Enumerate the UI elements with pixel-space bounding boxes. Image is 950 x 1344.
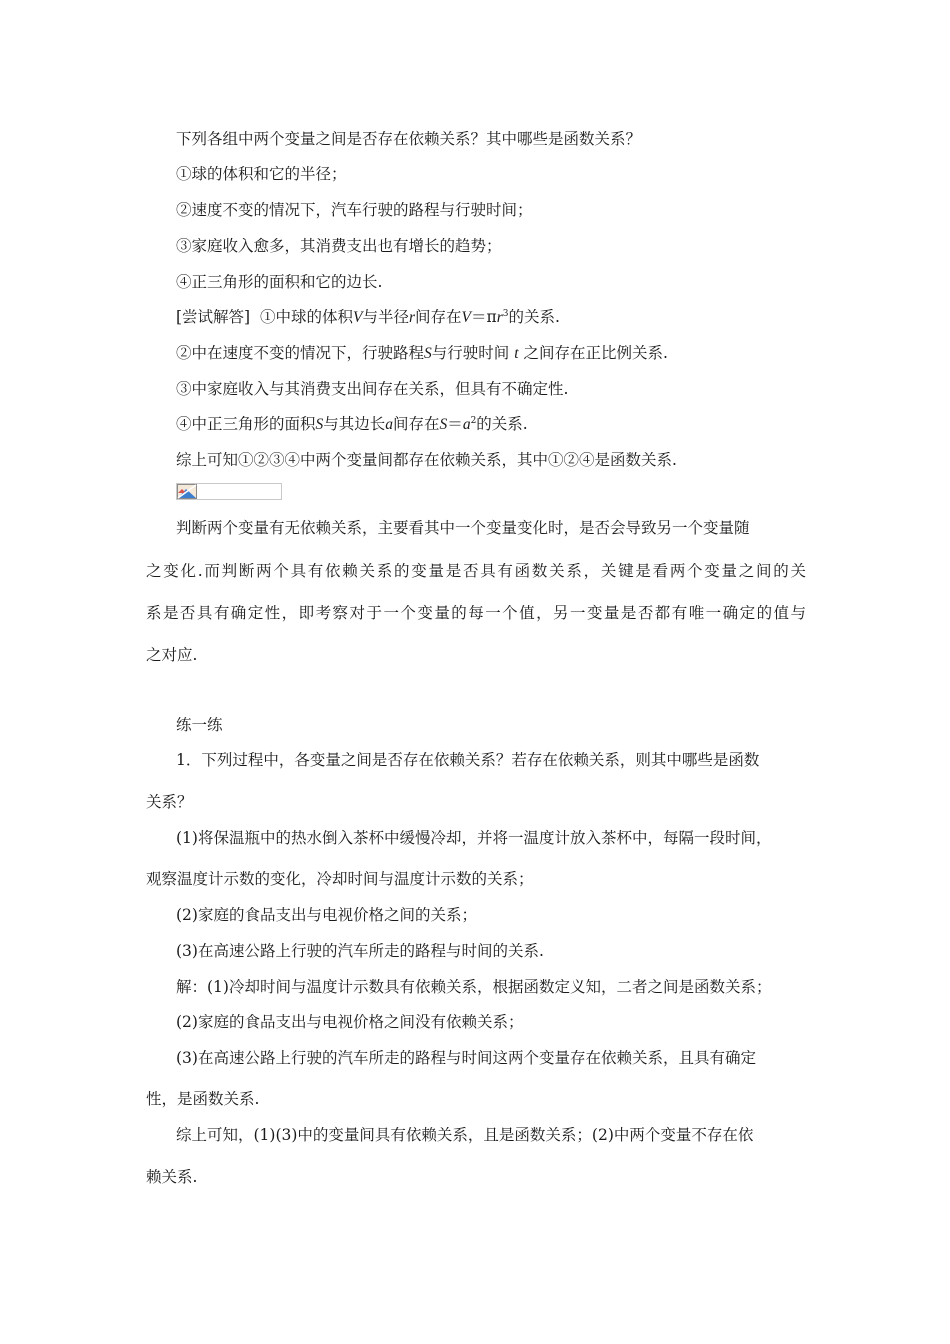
solution-line-1 [176, 307, 560, 328]
broken-image-icon [177, 484, 197, 499]
math-op: ＝ [447, 415, 463, 433]
tip-line-2: 之变化.而判断两个具有依赖关系的变量是否具有函数关系，关键是看两个变量之间的关 [146, 562, 806, 580]
math-var: t [514, 345, 519, 362]
math-var: S [439, 416, 448, 433]
text: 的关系. [508, 308, 560, 326]
conclusion-line-1: 综上可知，(1)(3)中的变量间具有依赖关系，且是函数关系；(2)中两个变量不存在依 [176, 1126, 754, 1144]
math-var: a [462, 416, 471, 433]
practice-title: 练一练 [176, 716, 223, 734]
text: 的关系. [476, 415, 528, 433]
tip-line-4: 之对应. [146, 646, 198, 664]
practice-part2: (2)家庭的食品支出与电视价格之间的关系； [176, 906, 477, 924]
example-item-2: ②速度不变的情况下，汽车行驶的路程与行驶时间； [176, 201, 533, 219]
math-var: S [315, 416, 324, 433]
text: 与半径 [362, 308, 409, 326]
text: 与其边长 [323, 415, 386, 433]
practice-part1-line-1: (1)将保温瓶中的热水倒入茶杯中缓慢冷却，并将一温度计放入茶杯中，每隔一段时间， [176, 829, 772, 847]
math-var: V [352, 309, 363, 326]
example-item-4: ④正三角形的面积和它的边长. [176, 273, 383, 291]
answer-line-2: (2)家庭的食品支出与电视价格之间没有依赖关系； [176, 1013, 524, 1031]
solution-line-3: ③中家庭收入与其消费支出间存在关系，但具有不确定性. [176, 380, 569, 398]
conclusion-line-2: 赖关系. [146, 1168, 198, 1186]
example-item-3: ③家庭收入愈多，其消费支出也有增长的趋势； [176, 237, 502, 255]
solution-line-4 [176, 414, 528, 435]
solution-line-2 [176, 343, 668, 364]
practice-part3: (3)在高速公路上行驶的汽车所走的路程与时间的关系. [176, 942, 544, 960]
text: 与行驶时间 [431, 344, 510, 362]
solution-label: [尝试解答] [176, 308, 251, 326]
tip-line-1: 判断两个变量有无依赖关系，主要看其中一个变量变化时，是否会导致另一个变量随 [176, 519, 750, 537]
math-var: r [408, 309, 416, 326]
text: ④中正三角形的面积 [176, 415, 316, 433]
exponent: 3 [502, 308, 509, 319]
text: ②中在速度不变的情况下，行驶路程 [176, 344, 425, 362]
text: ①中球的体积 [259, 308, 353, 326]
solution-summary: 综上可知①②③④中两个变量间都存在依赖关系，其中①②④是函数关系. [176, 451, 677, 469]
practice-question-line-1: 1．下列过程中，各变量之间是否存在依赖关系？若存在依赖关系，则其中哪些是函数 [176, 751, 760, 769]
math-var: a [385, 416, 394, 433]
tip-line-3: 系是否具有确定性，即考察对于一个变量的每一个值，另一变量是否都有唯一确定的值与 [146, 604, 806, 622]
practice-part1-line-2: 观察温度计示数的变化，冷却时间与温度计示数的关系； [146, 870, 534, 888]
math-op: ＝π [471, 308, 497, 326]
text: 之间存在正比例关系. [523, 344, 668, 362]
answer-line-3: (3)在高速公路上行驶的汽车所走的路程与时间这两个变量存在依赖关系，且具有确定 [176, 1049, 756, 1067]
practice-question-line-2: 关系？ [146, 793, 193, 811]
answer-line-4: 性，是函数关系. [146, 1090, 260, 1108]
exponent: 2 [470, 415, 477, 426]
example-item-1: ①球的体积和它的半径； [176, 165, 347, 183]
math-var: V [461, 309, 471, 326]
math-var: r [496, 309, 503, 326]
example-question: 下列各组中两个变量之间是否存在依赖关系？其中哪些是函数关系？ [176, 130, 642, 148]
text: 间存在 [393, 415, 440, 433]
answer-line-1: 解：(1)冷却时间与温度计示数具有依赖关系，根据函数定义知，二者之间是函数关系； [176, 978, 772, 996]
text: 间存在 [415, 308, 462, 326]
note-image-placeholder [176, 483, 282, 500]
math-var: S [424, 345, 432, 362]
